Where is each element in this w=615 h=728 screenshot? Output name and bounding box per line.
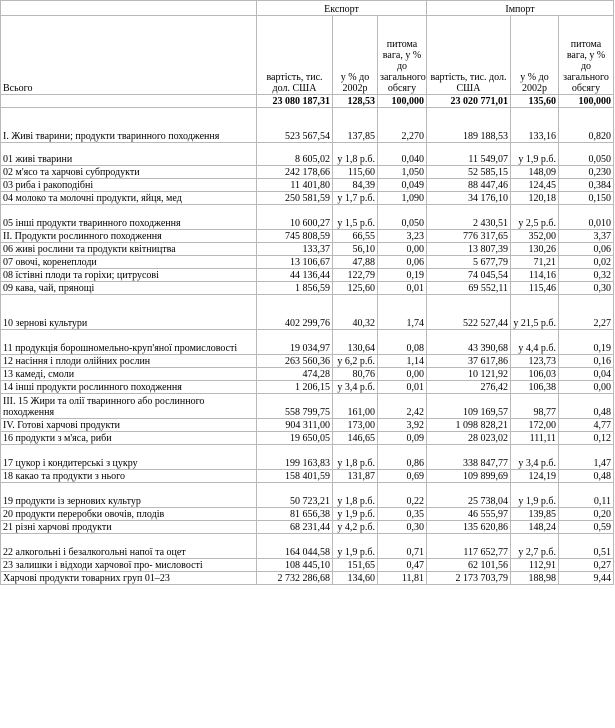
import-share: 0,11 <box>559 483 614 508</box>
export-share: 0,47 <box>378 559 427 572</box>
import-value: 13 807,39 <box>427 243 511 256</box>
table-row <box>1 394 614 419</box>
export-share: 0,00 <box>378 243 427 256</box>
import-pct: у 4,4 р.б. <box>511 330 559 355</box>
import-value: 2 173 703,79 <box>427 572 511 585</box>
table-row <box>1 243 614 256</box>
row-label: І. Живі тварини; продукти тваринного походження <box>1 108 257 143</box>
export-pct: 161,00 <box>333 394 378 419</box>
export-share: 1,090 <box>378 192 427 205</box>
export-value: 1 856,59 <box>257 282 333 295</box>
import-pct: 139,85 <box>511 508 559 521</box>
table-row <box>1 521 614 534</box>
import-value: 46 555,97 <box>427 508 511 521</box>
header-row-groups <box>1 1 614 16</box>
export-share: 1,050 <box>378 166 427 179</box>
import-share: 9,44 <box>559 572 614 585</box>
import-value: 109 169,57 <box>427 394 511 419</box>
import-value: 189 188,53 <box>427 108 511 143</box>
export-value: 250 581,59 <box>257 192 333 205</box>
export-share: 2,42 <box>378 394 427 419</box>
import-pct: у 1,9 р.б. <box>511 483 559 508</box>
export-pct: у 1,8 р.б. <box>333 445 378 470</box>
row-label: 19 продукти із зернових культур <box>1 483 257 508</box>
import-pct: у 2,7 р.б. <box>511 534 559 559</box>
export-pct: 40,32 <box>333 295 378 330</box>
import-share: 0,384 <box>559 179 614 192</box>
import-share: 0,51 <box>559 534 614 559</box>
import-value: 11 549,07 <box>427 143 511 166</box>
export-share: 0,35 <box>378 508 427 521</box>
import-share: 4,77 <box>559 419 614 432</box>
import-share: 0,32 <box>559 269 614 282</box>
row-label: 01 живі тварини <box>1 143 257 166</box>
export-share-header: питома вага, у % до загального обсягу <box>378 16 427 95</box>
export-pct: у 6,2 р.б. <box>333 355 378 368</box>
import-share: 0,30 <box>559 282 614 295</box>
export-share: 0,01 <box>378 381 427 394</box>
table-row <box>1 368 614 381</box>
table-row <box>1 534 614 559</box>
export-pct: у 1,9 р.б. <box>333 508 378 521</box>
import-value: 338 847,77 <box>427 445 511 470</box>
export-pct: у 4,2 р.б. <box>333 521 378 534</box>
row-label: 16 продукти з м'яса, риби <box>1 432 257 445</box>
table-row <box>1 108 614 143</box>
table-row <box>1 179 614 192</box>
export-share: 1,74 <box>378 295 427 330</box>
row-label: 02 м'ясо та харчові субпродукти <box>1 166 257 179</box>
export-share: 0,01 <box>378 282 427 295</box>
table-row <box>1 230 614 243</box>
import-value: 522 527,44 <box>427 295 511 330</box>
export-share: 2,270 <box>378 108 427 143</box>
import-share: 0,12 <box>559 432 614 445</box>
import-value: 69 552,11 <box>427 282 511 295</box>
row-label: 05 інші продукти тваринного походження <box>1 205 257 230</box>
import-pct: 124,19 <box>511 470 559 483</box>
export-pct: 134,60 <box>333 572 378 585</box>
import-pct: 123,73 <box>511 355 559 368</box>
export-value: 523 567,54 <box>257 108 333 143</box>
total-export-pct: 128,53 <box>333 95 378 108</box>
table-row <box>1 355 614 368</box>
import-pct: 71,21 <box>511 256 559 269</box>
export-pct: 137,85 <box>333 108 378 143</box>
export-value: 11 401,80 <box>257 179 333 192</box>
total-import-pct: 135,60 <box>511 95 559 108</box>
total-export-value: 23 080 187,31 <box>257 95 333 108</box>
total-label: Всього <box>1 16 257 95</box>
import-pct: у 21,5 р.б. <box>511 295 559 330</box>
import-pct: 115,46 <box>511 282 559 295</box>
import-value: 74 045,54 <box>427 269 511 282</box>
export-value: 158 401,59 <box>257 470 333 483</box>
import-value: 88 447,46 <box>427 179 511 192</box>
export-share: 1,14 <box>378 355 427 368</box>
table-row <box>1 559 614 572</box>
export-share: 0,86 <box>378 445 427 470</box>
import-pct: 130,26 <box>511 243 559 256</box>
import-share: 3,37 <box>559 230 614 243</box>
row-label: 13 камеді, смоли <box>1 368 257 381</box>
row-label: 17 цукор і кондитерські з цукру <box>1 445 257 470</box>
total-import-share: 100,000 <box>559 95 614 108</box>
export-pct: у 1,7 р.б. <box>333 192 378 205</box>
export-pct: 56,10 <box>333 243 378 256</box>
row-label: 21 різні харчові продукти <box>1 521 257 534</box>
import-share: 0,59 <box>559 521 614 534</box>
import-value: 135 620,86 <box>427 521 511 534</box>
export-share: 0,00 <box>378 368 427 381</box>
export-pct: 80,76 <box>333 368 378 381</box>
import-pct: 106,38 <box>511 381 559 394</box>
export-pct: у 1,5 р.б. <box>333 205 378 230</box>
table-row <box>1 432 614 445</box>
import-share: 0,19 <box>559 330 614 355</box>
export-pct: 115,60 <box>333 166 378 179</box>
export-pct: 84,39 <box>333 179 378 192</box>
total-export-share: 100,000 <box>378 95 427 108</box>
import-value: 1 098 828,21 <box>427 419 511 432</box>
table-row <box>1 295 614 330</box>
table-row <box>1 483 614 508</box>
export-value: 44 136,44 <box>257 269 333 282</box>
export-pct: 122,79 <box>333 269 378 282</box>
import-share: 0,230 <box>559 166 614 179</box>
export-value: 199 163,83 <box>257 445 333 470</box>
export-share: 0,049 <box>378 179 427 192</box>
import-share-header: питома вага, у % до загального обсягу <box>559 16 614 95</box>
export-pct: у 1,8 р.б. <box>333 143 378 166</box>
export-pct: 47,88 <box>333 256 378 269</box>
table-row <box>1 470 614 483</box>
import-share: 0,04 <box>559 368 614 381</box>
export-value: 68 231,44 <box>257 521 333 534</box>
export-value: 402 299,76 <box>257 295 333 330</box>
table-row <box>1 445 614 470</box>
export-pct: 146,65 <box>333 432 378 445</box>
table-row <box>1 256 614 269</box>
row-label: 07 овочі, коренеплоди <box>1 256 257 269</box>
import-share: 0,00 <box>559 381 614 394</box>
export-pct: 130,64 <box>333 330 378 355</box>
import-share: 0,010 <box>559 205 614 230</box>
row-label: 12 насіння і плоди олійних рослин <box>1 355 257 368</box>
import-value: 28 023,02 <box>427 432 511 445</box>
row-label: 08 їстівні плоди та горіхи; цитрусові <box>1 269 257 282</box>
import-share: 0,150 <box>559 192 614 205</box>
row-label: 03 риба і ракоподібні <box>1 179 257 192</box>
row-label: 04 молоко та молочні продукти, яйця, мед <box>1 192 257 205</box>
export-value: 558 799,75 <box>257 394 333 419</box>
table-row <box>1 330 614 355</box>
export-value: 19 034,97 <box>257 330 333 355</box>
export-share: 11,81 <box>378 572 427 585</box>
import-pct: 133,16 <box>511 108 559 143</box>
row-label: 14 інші продукти рослинного походження <box>1 381 257 394</box>
export-share: 0,06 <box>378 256 427 269</box>
import-share: 0,02 <box>559 256 614 269</box>
export-pct: 151,65 <box>333 559 378 572</box>
import-share: 0,48 <box>559 470 614 483</box>
export-value: 904 311,00 <box>257 419 333 432</box>
import-share: 0,20 <box>559 508 614 521</box>
import-pct: 98,77 <box>511 394 559 419</box>
table-row <box>1 282 614 295</box>
corner-cell <box>1 1 257 16</box>
import-value-header: вартість, тис. дол. США <box>427 16 511 95</box>
export-share: 3,92 <box>378 419 427 432</box>
export-pct: 131,87 <box>333 470 378 483</box>
export-value: 1 206,15 <box>257 381 333 394</box>
export-pct-header: у % до 2002р <box>333 16 378 95</box>
row-label: ІІ. Продукти рослинного походження <box>1 230 257 243</box>
import-pct: 352,00 <box>511 230 559 243</box>
export-header: Експорт <box>257 1 427 16</box>
import-value: 10 121,92 <box>427 368 511 381</box>
import-value: 117 652,77 <box>427 534 511 559</box>
table-row <box>1 269 614 282</box>
export-share: 0,30 <box>378 521 427 534</box>
import-share: 0,27 <box>559 559 614 572</box>
export-share: 0,71 <box>378 534 427 559</box>
row-label: ІІІ. 15 Жири та олії тваринного або рослинного походження <box>1 394 257 419</box>
import-share: 0,48 <box>559 394 614 419</box>
export-share: 0,69 <box>378 470 427 483</box>
import-pct: 120,18 <box>511 192 559 205</box>
import-value: 776 317,65 <box>427 230 511 243</box>
row-label: 09 кава, чай, прянощі <box>1 282 257 295</box>
table-row <box>1 508 614 521</box>
import-value: 43 390,68 <box>427 330 511 355</box>
export-share: 0,19 <box>378 269 427 282</box>
export-pct: 125,60 <box>333 282 378 295</box>
export-share: 0,08 <box>378 330 427 355</box>
import-pct: 172,00 <box>511 419 559 432</box>
export-pct: у 1,8 р.б. <box>333 483 378 508</box>
export-pct: 173,00 <box>333 419 378 432</box>
export-share: 0,09 <box>378 432 427 445</box>
import-value: 52 585,15 <box>427 166 511 179</box>
import-value: 109 899,69 <box>427 470 511 483</box>
export-share: 3,23 <box>378 230 427 243</box>
export-value: 108 445,10 <box>257 559 333 572</box>
export-value: 13 106,67 <box>257 256 333 269</box>
row-label: 11 продукція борошномельно-круп'яної промисловості <box>1 330 257 355</box>
table-row <box>1 381 614 394</box>
import-share: 2,27 <box>559 295 614 330</box>
table-row <box>1 166 614 179</box>
table-row <box>1 205 614 230</box>
import-value: 37 617,86 <box>427 355 511 368</box>
total-caption <box>1 95 257 108</box>
import-share: 0,820 <box>559 108 614 143</box>
import-pct: 106,03 <box>511 368 559 381</box>
export-pct: у 1,9 р.б. <box>333 534 378 559</box>
export-pct: у 3,4 р.б. <box>333 381 378 394</box>
export-value: 263 560,36 <box>257 355 333 368</box>
export-value: 10 600,27 <box>257 205 333 230</box>
import-pct: у 1,9 р.б. <box>511 143 559 166</box>
import-value: 34 176,10 <box>427 192 511 205</box>
row-label: 23 залишки і відходи харчової про- мисловості <box>1 559 257 572</box>
import-share: 1,47 <box>559 445 614 470</box>
row-label: Харчові продукти товарних груп 01–23 <box>1 572 257 585</box>
import-pct: 112,91 <box>511 559 559 572</box>
export-value: 164 044,58 <box>257 534 333 559</box>
import-pct: у 3,4 р.б. <box>511 445 559 470</box>
import-share: 0,050 <box>559 143 614 166</box>
import-pct-header: у % до 2002р <box>511 16 559 95</box>
import-share: 0,06 <box>559 243 614 256</box>
table-row <box>1 419 614 432</box>
row-label: 20 продукти переробки овочів, плодів <box>1 508 257 521</box>
import-value: 25 738,04 <box>427 483 511 508</box>
table-row <box>1 192 614 205</box>
row-label: 22 алкогольні і безалкогольні напої та оцет <box>1 534 257 559</box>
row-label: 18 какао та продукти з нього <box>1 470 257 483</box>
export-value: 50 723,21 <box>257 483 333 508</box>
row-label: IV. Готові харчові продукти <box>1 419 257 432</box>
import-pct: 124,45 <box>511 179 559 192</box>
export-value: 8 605,02 <box>257 143 333 166</box>
export-value: 474,28 <box>257 368 333 381</box>
import-pct: 188,98 <box>511 572 559 585</box>
export-share: 0,040 <box>378 143 427 166</box>
import-value: 62 101,56 <box>427 559 511 572</box>
export-value: 2 732 286,68 <box>257 572 333 585</box>
export-value: 19 650,05 <box>257 432 333 445</box>
import-pct: 114,16 <box>511 269 559 282</box>
import-pct: у 2,5 р.б. <box>511 205 559 230</box>
import-value: 5 677,79 <box>427 256 511 269</box>
total-import-value: 23 020 771,01 <box>427 95 511 108</box>
export-value: 133,37 <box>257 243 333 256</box>
import-value: 276,42 <box>427 381 511 394</box>
export-value-header: вартість, тис. дол. США <box>257 16 333 95</box>
import-pct: 111,11 <box>511 432 559 445</box>
export-value: 745 808,59 <box>257 230 333 243</box>
import-value: 2 430,51 <box>427 205 511 230</box>
export-share: 0,050 <box>378 205 427 230</box>
import-pct: 148,09 <box>511 166 559 179</box>
total-row <box>1 95 614 108</box>
table-row <box>1 572 614 585</box>
export-value: 81 656,38 <box>257 508 333 521</box>
row-label: 06 живі рослини та продукти квітництва <box>1 243 257 256</box>
header-row-columns <box>1 16 614 95</box>
export-pct: 66,55 <box>333 230 378 243</box>
import-pct: 148,24 <box>511 521 559 534</box>
table-row <box>1 143 614 166</box>
export-share: 0,22 <box>378 483 427 508</box>
import-share: 0,16 <box>559 355 614 368</box>
row-label: 10 зернові культури <box>1 295 257 330</box>
export-value: 242 178,66 <box>257 166 333 179</box>
import-header: Імпорт <box>427 1 614 16</box>
